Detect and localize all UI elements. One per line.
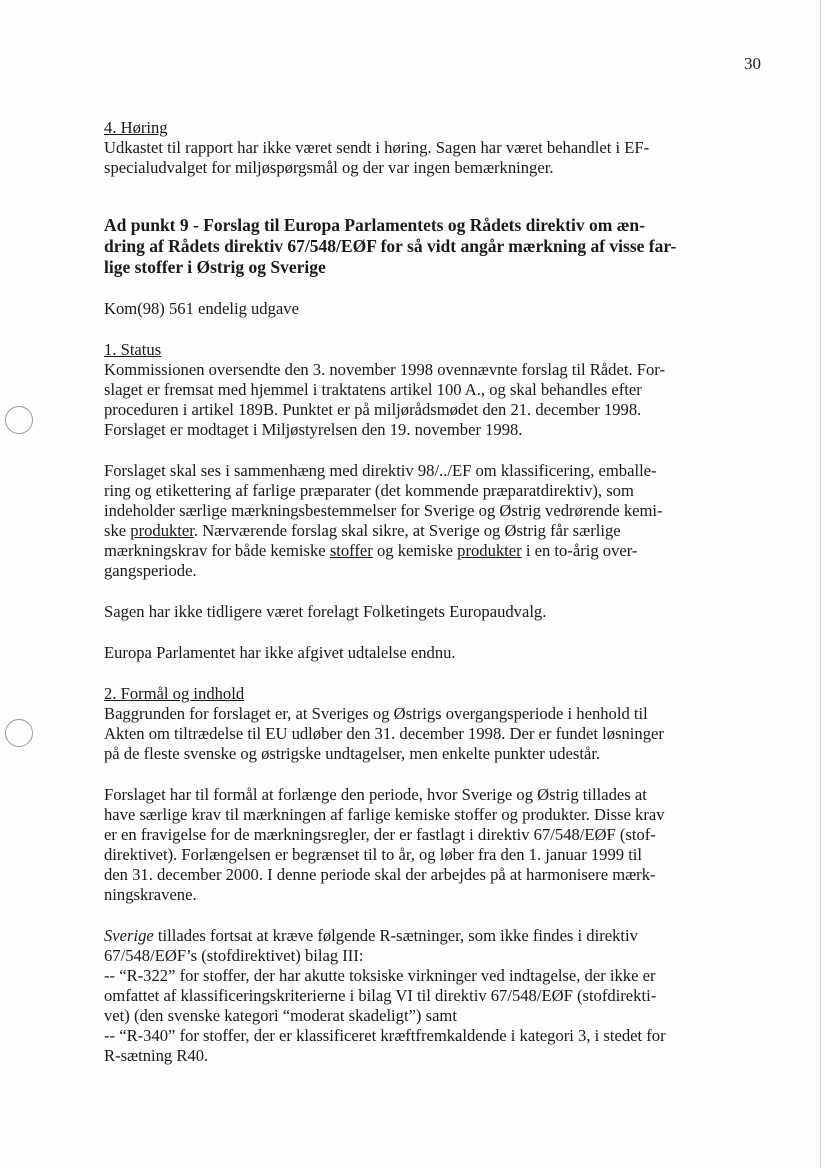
paragraph-line: proceduren i artikel 189B. Punktet er på miljørådsmødet den 21. december 1998. [104,400,642,419]
paragraph-line [104,521,764,541]
paragraph-line: Kommissionen oversendte den 3. november 1998 ovennævnte forslag til Rådet. For- [104,360,665,379]
paragraph-line: slaget er fremsat med hjemmel i traktatens artikel 100 A., og skal behandles efter [104,380,642,399]
paragraph-line: have særlige krav til mærkningen af farlige kemiske stoffer og produkter. Disse krav [104,805,665,824]
section-heading-status: 1. Status [104,340,162,359]
paragraph-line [104,926,764,946]
text-run: mærkningskrav for både kemiske [104,541,330,560]
document-body [104,118,764,1066]
list-item: -- “R-340” for stoffer, der er klassificeret kræftfremkaldende i kategori 3, i stedet for [104,1026,666,1045]
paragraph-line: ring og etikettering af farlige præparater (det kommende præparatdirektiv), som [104,481,634,500]
paragraph-line: ningskravene. [104,885,197,904]
underlined-term: stoffer [329,541,373,560]
paragraph-line: Sagen har ikke tidligere været forelagt Folketingets Europaudvalg. [104,602,547,621]
section-heading-formaal: 2. Formål og indhold [104,684,245,703]
paragraph-line: den 31. december 2000. I denne periode skal der arbejdes på at harmonisere mærk- [104,865,656,884]
list-item: -- “R-322” for stoffer, der har akutte toksiske virkninger ved indtagelse, der ikke er [104,966,656,985]
paragraph-line: R-sætning R40. [104,1046,209,1065]
document-reference: Kom(98) 561 endelig udgave [104,299,299,318]
paragraph-line: Forslaget skal ses i sammenhæng med direktiv 98/../EF om klassificering, emballe- [104,461,657,480]
section-heading-hoering: 4. Høring [104,118,168,137]
paragraph-line: direktivet). Forlængelsen er begrænset til to år, og løber fra den 1. januar 1999 til [104,845,643,864]
paragraph-line: på de fleste svenske og østrigske undtagelser, men enkelte punkter udestår. [104,744,601,763]
paragraph-line: specialudvalget for miljøspørgsmål og der var ingen bemærkninger. [104,158,554,177]
paragraph-line: Akten om tiltrædelse til EU udløber den 31. december 1998. Der er fundet løsninger [104,724,664,743]
agenda-title-line: Ad punkt 9 - Forslag til Europa Parlamentets og Rådets direktiv om æn- [104,215,645,235]
agenda-title-line: dring af Rådets direktiv 67/548/EØF for så vidt angår mærkning af visse far- [104,236,677,256]
paragraph-line: 67/548/EØF’s (stofdirektivet) bilag III: [104,946,364,965]
paragraph-line: er en fravigelse for de mærkningsregler, der er fastlagt i direktiv 67/548/EØF (stof- [104,825,656,844]
punch-hole [5,719,33,747]
text-run: tillades fortsat at kræve følgende R-sætninger, som ikke findes i direktiv [153,926,638,945]
paragraph-line: indeholder særlige mærkningsbestemmelser for Sverige og Østrig vedrørende kemi- [104,501,663,520]
paragraph-line [104,541,764,561]
paragraph-line: omfattet af klassificeringskriterierne i bilag VI til direktiv 67/548/EØF (stofdirekti- [104,986,657,1005]
page-number: 30 [744,54,761,73]
text-run: i en to-årig over- [521,541,638,560]
paragraph-line: Forslaget er modtaget i Miljøstyrelsen den 19. november 1998. [104,420,523,439]
text-run: og kemiske [372,541,458,560]
underlined-term: produkter [130,521,194,540]
paragraph-line: Europa Parlamentet har ikke afgivet udtalelse endnu. [104,643,456,662]
paragraph-line: gangsperiode. [104,561,197,580]
text-run: ske [104,521,131,540]
paragraph-line: Baggrunden for forslaget er, at Sveriges og Østrigs overgangsperiode i henhold til [104,704,648,723]
agenda-title-line: lige stoffer i Østrig og Sverige [104,257,326,277]
page-edge [820,0,821,1168]
text-run: . Nærværende forslag skal sikre, at Sverige og Østrig får særlige [193,521,621,540]
paragraph-line: vet) (den svenske kategori “moderat skadeligt”) samt [104,1006,457,1025]
paragraph-line: Forslaget har til formål at forlænge den periode, hvor Sverige og Østrig tillades at [104,785,647,804]
paragraph-line: Udkastet til rapport har ikke været sendt i høring. Sagen har været behandlet i EF- [104,138,650,157]
punch-hole [5,406,33,434]
underlined-term: produkter [457,541,522,560]
italic-term: Sverige [104,926,154,945]
